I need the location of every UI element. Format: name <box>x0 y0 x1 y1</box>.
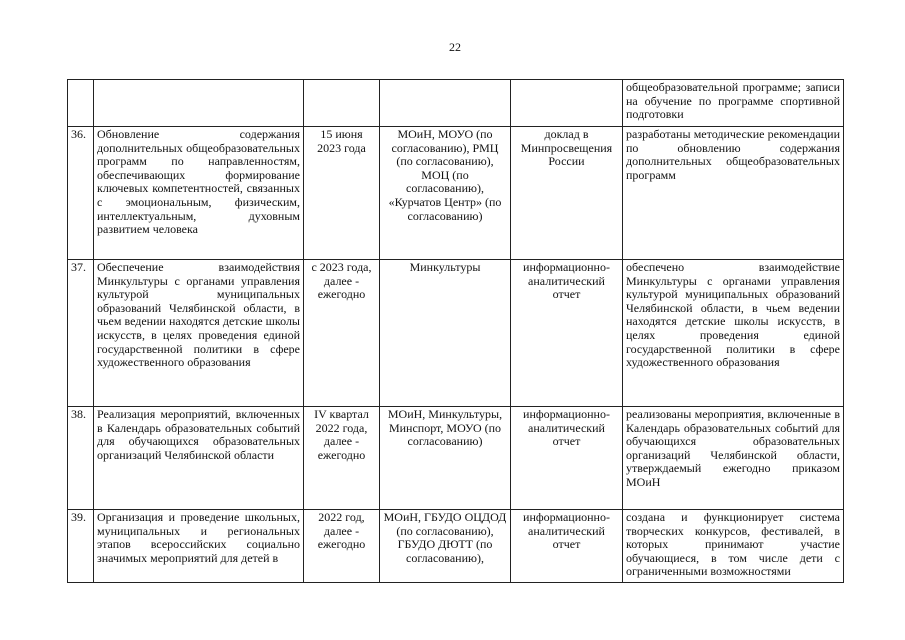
table-row <box>68 260 844 407</box>
responsible-cell <box>380 80 511 127</box>
task-cell <box>94 80 304 127</box>
row-number: 37. <box>68 260 94 407</box>
row-number: 36. <box>68 127 94 260</box>
deadline-cell: 2022 год, далее - ежегодно <box>304 510 380 583</box>
deadline-cell <box>304 80 380 127</box>
result-cell: создана и функционирует система творческих конкурсов, фестивалей, в которых принимают участие обучающиеся, в том числе дети с ограниченными возможностями <box>623 510 844 583</box>
table-row <box>68 80 844 127</box>
task-cell: Обеспечение взаимодействия Минкультуры с органами управления культурой муниципальных образований Челябинской области, в чьем ведении находятся детские школы искусств, в целях проведения единой государственной политики в сфере художественного образования <box>94 260 304 407</box>
report-form-cell: информационно-аналитический отчет <box>511 407 623 510</box>
responsible-cell: МОиН, ГБУДО ОЦДОД (по согласованию), ГБУДО ДЮТТ (по согласованию), <box>380 510 511 583</box>
result-cell: общеобразовательной программе; записи на обучение по программе спортивной подготовки <box>623 80 844 127</box>
deadline-cell: IV квартал 2022 года, далее - ежегодно <box>304 407 380 510</box>
report-form-cell <box>511 80 623 127</box>
responsible-cell: МОиН, МОУО (по согласованию), РМЦ (по согласованию), МОЦ (по согласованию), «Курчатов Центр» (по согласованию) <box>380 127 511 260</box>
task-cell: Организация и проведение школьных, муниципальных и региональных этапов всероссийских социально значимых мероприятий для детей в <box>94 510 304 583</box>
responsible-cell: МОиН, Минкультуры, Минспорт, МОУО (по согласованию) <box>380 407 511 510</box>
page-number: 22 <box>449 40 461 54</box>
report-form-cell: информационно-аналитический отчет <box>511 260 623 407</box>
table-row <box>68 127 844 260</box>
row-number <box>68 80 94 127</box>
deadline-cell: с 2023 года, далее - ежегодно <box>304 260 380 407</box>
report-form-cell: доклад в Минпросвещения России <box>511 127 623 260</box>
task-cell: Обновление содержания дополнительных общеобразовательных программ по направленностям, обеспечивающих формирование ключевых компетентностей, связанных с эмоциональным, физическим, интеллектуальным, духовным развитием человека <box>94 127 304 260</box>
result-cell: разработаны методические рекомендации по обновлению содержания дополнительных общеобразовательных программ <box>623 127 844 260</box>
row-number: 38. <box>68 407 94 510</box>
result-cell: реализованы мероприятия, включенные в Календарь образовательных событий для обучающихся образовательных организаций Челябинской области, утверждаемый ежегодно приказом МОиН <box>623 407 844 510</box>
row-number: 39. <box>68 510 94 583</box>
deadline-cell: 15 июня 2023 года <box>304 127 380 260</box>
table-row <box>68 407 844 510</box>
plan-table <box>67 79 844 583</box>
task-cell: Реализация мероприятий, включенных в Календарь образовательных событий для обучающихся образовательных организаций Челябинской области <box>94 407 304 510</box>
table-row <box>68 510 844 583</box>
report-form-cell: информационно-аналитический отчет <box>511 510 623 583</box>
responsible-cell: Минкультуры <box>380 260 511 407</box>
result-cell: обеспечено взаимодействие Минкультуры с органами управления культурой муниципальных образований Челябинской области, в чьем ведении находятся детские школы искусств, в целях проведения единой государственной политики в сфере художественного образования <box>623 260 844 407</box>
